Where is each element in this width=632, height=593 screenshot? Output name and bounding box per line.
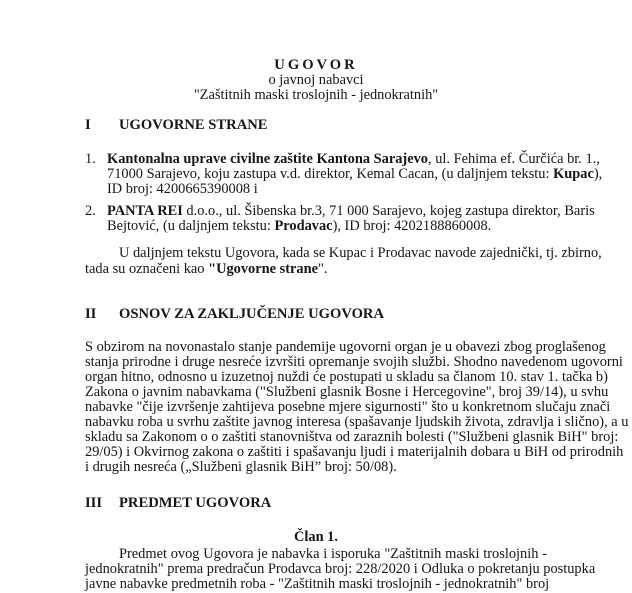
- document-subject: "Zaštitnih maski troslojnih - jednokratnih": [193, 87, 439, 103]
- section-2-line: organ hitno, odnosno u izuzetnoj nuždi će postupati u skladu sa članom 10. stav 1. tačka b): [85, 369, 608, 385]
- section-2-number: II: [85, 306, 97, 322]
- article-heading: Član 1.: [294, 529, 338, 545]
- section-2-line: S obzirom na novonastalo stanje pandemije ugovorni organ je u obavezi zbog proglašenog: [85, 339, 606, 355]
- section-3-line: jednokratnih" prema predračun Prodavca broj: 228/2020 i Odluka o pokretanju postupka: [85, 561, 596, 577]
- party-1-number: 1.: [85, 151, 96, 167]
- section-2-line: 29/05) i Okvirnog zakona o zaštiti i spašavanju ljudi i materijalnih dobara u BiH od prirodnih: [85, 444, 624, 460]
- party-1-line-3: ID broj: 4200665390008 i: [107, 181, 258, 197]
- section-2-line: stanja prirodne i druge nesreće izvršiti opremanje svojih službi. Shodno navedenom ugovorni: [85, 354, 623, 370]
- document-subtitle: o javnoj nabavci: [268, 72, 364, 88]
- parties-note-line-2: tada su označeni kao "Ugovorne strane".: [85, 261, 328, 277]
- section-2-line: nabavke "čije izvršenje zahtijeva posebne mjere sigurnosti" što u konkretnom slučaju znači: [85, 399, 611, 415]
- section-3-line: Predmet ovog Ugovora je nabavka i isporuka "Zaštitnih maski troslojnih -: [119, 546, 547, 562]
- party-2-line-1: PANTA REI d.o.o., ul. Šibenska br.3, 71 000 Sarajevo, kojeg zastupa direktor, Baris: [107, 203, 595, 219]
- parties-note-line-1: U daljnjem tekstu Ugovora, kada se Kupac i Prodavac navode zajednički, tj. zbirno,: [119, 245, 602, 261]
- party-1-line-1: Kantonalna uprave civilne zaštite Kantona Sarajevo, ul. Fehima ef. Čurčića br. 1.,: [107, 151, 600, 167]
- party-2-number: 2.: [85, 203, 96, 219]
- section-2-line: nabavku roba u svrhu zaštite javnog interesa (spašavanje ljudskih života, zdravlja i slično), a u: [85, 414, 629, 430]
- document-title: UGOVOR: [274, 57, 358, 73]
- section-2-line: i drugih nesreća („Službeni glasnik BiH” broj: 50/08).: [85, 459, 397, 475]
- section-2-title: OSNOV ZA ZAKLJUČENJE UGOVORA: [119, 306, 385, 322]
- section-3-title: PREDMET UGOVORA: [119, 495, 272, 511]
- party-1-line-2: 71000 Sarajevo, koju zastupa v.d. direktor, Kemal Cacan, (u daljnjem tekstu: Kupac),: [107, 166, 603, 182]
- section-3-line: javne nabavke predmetnih roba - "Zaštitnih maski troslojnih - jednokratnih" broj: [85, 576, 550, 592]
- section-2-line: skladu sa Zakonom o o zaštiti stanovništva od zaraznih bolesti ("Službeni glasnik BiH" broj:: [85, 429, 619, 445]
- party-2-line-2: Bejtović, (u daljnjem tekstu: Prodavac), ID broj: 4202188860008.: [107, 218, 492, 234]
- section-3-number: III: [85, 495, 103, 511]
- section-1-title: UGOVORNE STRANE: [119, 117, 268, 133]
- section-1-number: I: [85, 117, 91, 133]
- section-2-line: Zakona o javnim nabavkama ("Službeni glasnik Bosne i Hercegovine", broj 39/14), u svhu: [85, 384, 609, 400]
